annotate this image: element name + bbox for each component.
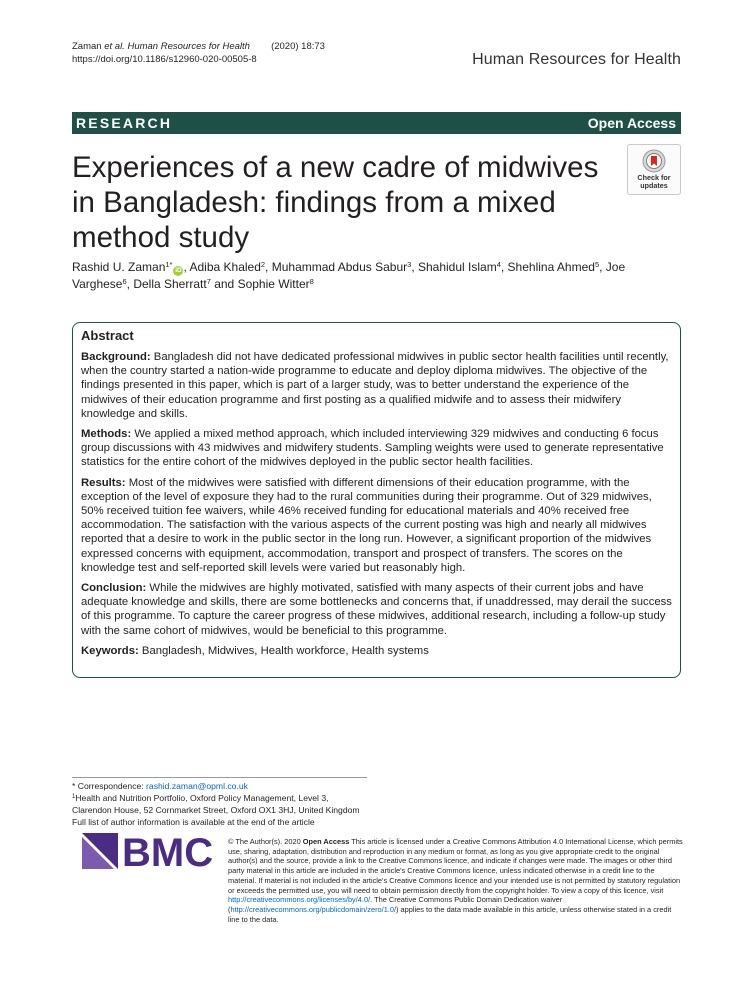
section-label: RESEARCH <box>76 115 173 131</box>
citation-header <box>72 40 325 66</box>
licence-part2: This article is licensed under a Creative Commons Attribution 4.0 International License, which permits use, sharing, adaptation, distribution and reproduction in any medium or format, as long as you give appropriate credit to the original author(s) and the source, provide a link to the Creative Commons licence, and indicate if changes were made. The images or other third party material in this article are included in the article's Creative Commons licence, unless indicated otherwise in a credit line to the material. If material is not included in the article's Creative Commons licence and your intended use is not permitted by statutory regulation or exceeds the permitted use, you will need to obtain permission directly from the copyright holder. To view a copy of this licence, visit <box>228 837 683 895</box>
author-name[interactable]: Joe Varghese <box>72 260 626 291</box>
abstract-box <box>72 322 681 678</box>
author-affiliation: 7 <box>206 277 211 286</box>
abstract-heading: Abstract <box>81 328 134 343</box>
licence-part3: . The Creative Commons Public Domain Dedication waiver ( <box>228 895 563 914</box>
author-name[interactable]: Muhammad Abdus Sabur <box>271 260 408 274</box>
author-affiliation: 6 <box>122 277 127 286</box>
check-updates-line1: Check for <box>637 173 671 182</box>
cc-zero-link[interactable]: http://creativecommons.org/publicdomain/zero/1.0/ <box>230 904 397 914</box>
results-text: Most of the midwives were satisfied with different dimensions of their education programme, with the exception of the level of exposure they had to the rural communities during their programme. Out of 329 midwives, 50% received tuition fee waivers, while 46% received funding for educational materials and 40% received free accommodation. The satisfaction with the various aspects of the current posting was high and nearly all midwives reported that a desire to work in the public sector in the long run. However, a significant proportion of the midwives expressed concerns with equipment, accommodation, transport and prospect of transfers. The scores on the knowledge test and self-reported skill levels were varied but reasonably high. <box>81 476 652 574</box>
orcid-icon[interactable]: iD <box>175 267 182 274</box>
bmc-logo-icon <box>82 833 214 871</box>
correspondence-email[interactable]: rashid.zaman@opml.co.uk <box>146 781 248 791</box>
author-list: Rashid U. Zaman$^{1*}$iD , Adiba Khaled$^2$, Muhammad Abdus Sabur$^3$, Shahidul Islam$^4$, Shehlina Ahmed$^5$, Joe Varghese$^6$, Della Sherratt$^7$ and Sophie Witter$^8$ <box>72 260 626 291</box>
author-affiliation: 2 <box>260 260 266 269</box>
doi-link[interactable]: https://doi.org/10.1186/s12960-020-00505-8 <box>72 54 257 65</box>
results-label: Results: <box>81 476 126 489</box>
author-name[interactable]: Shehlina Ahmed <box>507 260 595 274</box>
licence-text <box>228 837 683 924</box>
cc-by-link[interactable]: http://creativecommons.org/licenses/by/4.0/ <box>228 895 371 905</box>
citation-year: (2020) 18:73 <box>271 41 325 52</box>
correspondence-block <box>72 780 392 828</box>
author-name[interactable]: Rashid U. Zaman <box>72 260 166 274</box>
licence-part4: ) applies to the data made available in this article, unless otherwise stated in a credit line to the data. <box>228 904 672 924</box>
conclusion-label: Conclusion: <box>81 582 147 595</box>
open-access-label: Open Access <box>587 115 676 131</box>
author-affiliation: 1* <box>165 260 173 269</box>
conclusion-text: While the midwives are highly motivated, satisfied with many aspects of their current jobs and have adequate knowledge and skills, there are some bottlenecks and concerns that, if unaddressed, may derail the success of this programme. To capture the career progress of these midwives, additional research, including a follow-up study with the same cohort of midwives, would be beneficial to this programme. <box>81 582 672 637</box>
licence-open-access: Open Access <box>302 837 350 846</box>
check-updates-line2: updates <box>640 181 668 190</box>
author-name[interactable]: Adiba Khaled <box>189 260 261 274</box>
author-name[interactable]: Sophie Witter <box>237 277 310 291</box>
abstract-results <box>81 476 672 575</box>
background-label: Background: <box>81 351 151 363</box>
affiliation-number: 1 <box>72 794 76 800</box>
article-type-banner <box>72 112 681 134</box>
check-for-updates-button[interactable] <box>627 144 681 195</box>
licence-part1: © The Author(s). 2020 <box>228 837 303 846</box>
author-name[interactable]: Shahidul Islam <box>417 260 497 274</box>
author-affiliation: 5 <box>594 260 600 269</box>
affiliation-line3: Full list of author information is available at the end of the article <box>72 817 315 827</box>
citation-journal: et al. Human Resources for Health <box>104 41 250 52</box>
bmc-wordmark: BMC <box>122 833 214 871</box>
abstract-background <box>81 350 672 421</box>
article-title: Experiences of a new cadre of midwives in Bangladesh: findings from a mixed method study <box>72 151 599 254</box>
abstract-conclusion <box>81 581 672 638</box>
bmc-logo <box>82 833 214 876</box>
abstract-keywords <box>81 644 672 658</box>
methods-text: We applied a mixed method approach, which included interviewing 329 midwives and conducting 6 focus group discussions with 43 midwives and midwifery students. Sampling weights were used to generate representative statistics for the entire cohort of the midwives deployed in the public sector health facilities. <box>81 428 664 469</box>
citation-authors: Zaman <box>72 41 105 52</box>
footnote-divider <box>72 777 367 778</box>
keywords-label: Keywords: <box>81 644 139 657</box>
affiliation-line1: Health and Nutrition Portfolio, Oxford Policy Management, Level 3, <box>75 793 329 803</box>
author-affiliation: 8 <box>309 277 314 286</box>
abstract-methods <box>81 427 672 470</box>
journal-name: Human Resources for Health <box>472 51 681 68</box>
bookmark-ring-icon <box>642 149 666 173</box>
author-name[interactable]: Della Sherratt <box>133 277 207 291</box>
background-text: Bangladesh did not have dedicated professional midwives in public sector health facilities until recently, when the country started a nation-wide programme to educate and deploy diploma midwives. The objective of the findings presented in this paper, which is part of a larger study, was to better understand the experience of the midwives of their education programme and first posting as a qualified midwife and to assess their midwifery knowledge and skills. <box>81 351 669 420</box>
author-affiliation: 3 <box>407 260 412 269</box>
correspondence-label: * Correspondence: <box>72 781 147 791</box>
affiliation-line2: Clarendon House, 52 Cornmarket Street, Oxford OX1 3HJ, United Kingdom <box>72 805 360 815</box>
keywords-text: Bangladesh, Midwives, Health workforce, Health systems <box>138 644 429 657</box>
author-affiliation: 4 <box>496 260 501 269</box>
methods-label: Methods: <box>81 428 132 441</box>
